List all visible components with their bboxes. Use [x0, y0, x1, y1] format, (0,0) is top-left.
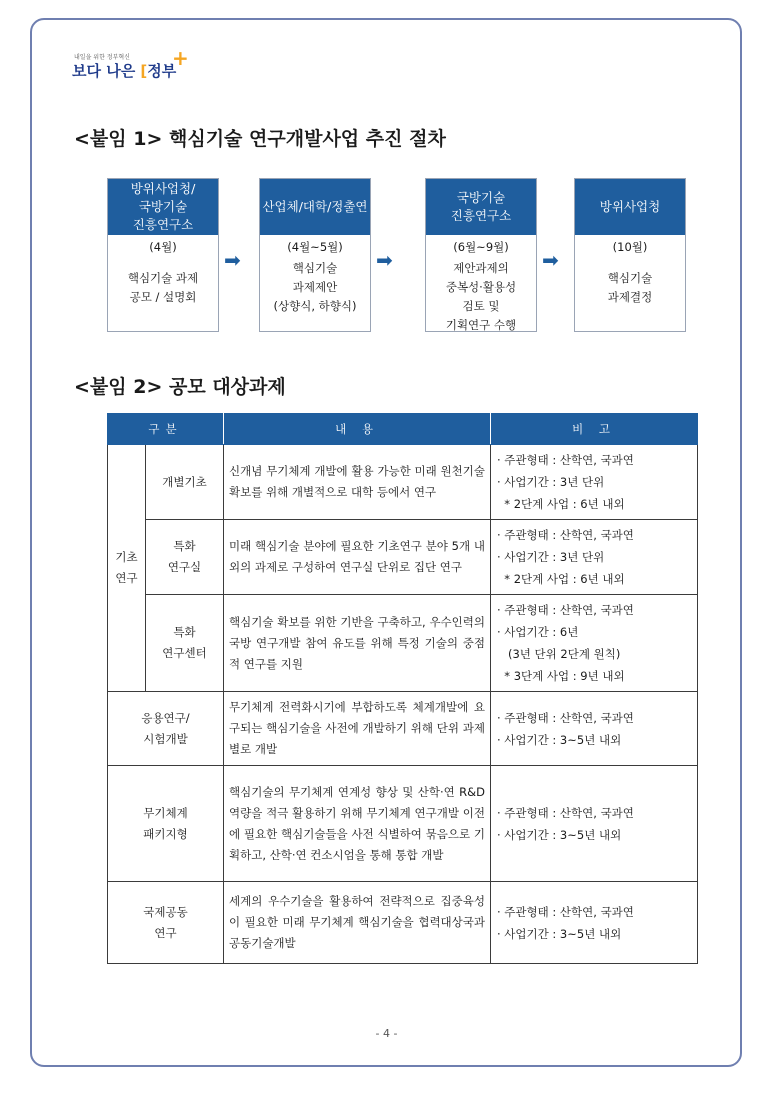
remark-line: · 주관형태 : 산학연, 국과연: [497, 603, 634, 617]
remark-line: * 3단계 사업 : 9년 내외: [497, 669, 625, 683]
remark-line: * 2단계 사업 : 6년 내외: [497, 497, 625, 511]
step-description: 핵심기술 과제제안 (상향식, 하향식): [273, 261, 357, 313]
table-row: [108, 595, 698, 692]
table-row: [108, 766, 698, 882]
remark-line: (3년 단위 2단계 원칙): [497, 647, 621, 661]
logo-tagline: 내일을 위한 정부혁신: [74, 54, 130, 61]
page-number: - 4 -: [375, 1027, 398, 1040]
remarks-cell: [491, 692, 698, 766]
remarks-cell: [491, 445, 698, 520]
flow-arrow-icon: ➡: [376, 248, 393, 272]
content-cell: 신개념 무기체계 개발에 활용 가능한 미래 원천기술 확보를 위해 개별적으로 대학 등에서 연구: [224, 445, 491, 520]
sub-category: 개별기초: [146, 445, 224, 520]
step-agency: 방위사업청: [575, 179, 685, 235]
category: 무기체계 패키지형: [108, 766, 224, 882]
remark-line: · 주관형태 : 산학연, 국과연: [497, 904, 634, 919]
process-step-3: [425, 178, 537, 332]
step-agency: 방위사업청/ 국방기술 진흥연구소: [108, 179, 218, 235]
remark-line: · 주관형태 : 산학연, 국과연: [497, 528, 634, 542]
sub-category: 특화 연구실: [146, 520, 224, 595]
category: 응용연구/ 시험개발: [108, 692, 224, 766]
remark-line: · 사업기간 : 3~5년 내외: [497, 827, 622, 842]
government-logo: [72, 46, 192, 90]
table-row: [108, 445, 698, 520]
remark-line: · 사업기간 : 3년 단위: [497, 475, 605, 489]
logo-text: [72, 60, 176, 81]
step-period: (6월~9월): [453, 240, 509, 254]
step-period: (4월~5월): [287, 240, 343, 254]
content-cell: 핵심기술 확보를 위한 기반을 구축하고, 우수인력의 국방 연구개발 참여 유도를 위해 특정 기술의 중점적 연구를 지원: [224, 595, 491, 692]
step-period: (4월): [149, 240, 177, 254]
step-description: 핵심기술 과제 공모 / 설명회: [127, 271, 199, 304]
logo-text-b: 정부: [147, 62, 177, 80]
section2-title: <붙임 2> 공모 대상과제: [74, 376, 286, 398]
project-table: [107, 413, 698, 964]
content-cell: 미래 핵심기술 분야에 필요한 기초연구 분야 5개 내외의 과제로 구성하여 연구실 단위로 집단 연구: [224, 520, 491, 595]
logo-text-a: 보다 나은: [72, 62, 136, 80]
remark-line: · 주관형태 : 산학연, 국과연: [497, 805, 634, 820]
remarks-cell: [491, 882, 698, 964]
step-agency: 국방기술 진흥연구소: [426, 179, 536, 235]
remark-line: · 주관형태 : 산학연, 국과연: [497, 453, 634, 467]
logo-plus-icon: +: [172, 46, 189, 70]
content-cell: 무기체계 전력화시기에 부합하도록 체계개발에 요구되는 핵심기술을 사전에 개발하기 위해 단위 과제별로 개발: [224, 692, 491, 766]
content-cell: 핵심기술의 무기체계 연계성 향상 및 산학·연 R&D 역량을 적극 활용하기 위해 무기체계 연구개발 이전에 필요한 핵심기술들을 사전 식별하여 묶음으로 기획하고, 산학·연 컨소시엄을 통해 통합 개발: [224, 766, 491, 882]
step-description: 핵심기술 과제결정: [607, 271, 653, 304]
logo-bracket-icon: [: [140, 62, 148, 80]
header-remarks: 비 고: [491, 414, 698, 445]
remark-line: · 사업기간 : 3년 단위: [497, 550, 605, 564]
table-row: [108, 882, 698, 964]
header-category: 구분: [108, 414, 224, 445]
section1-title: <붙임 1> 핵심기술 연구개발사업 추진 절차: [74, 128, 446, 150]
remark-line: · 주관형태 : 산학연, 국과연: [497, 710, 634, 725]
flow-arrow-icon: ➡: [224, 248, 241, 272]
remarks-cell: [491, 595, 698, 692]
process-step-1: [107, 178, 219, 332]
table-header-row: [108, 414, 698, 445]
remark-line: · 사업기간 : 6년: [497, 625, 579, 639]
sub-category: 특화 연구센터: [146, 595, 224, 692]
content-cell: 세계의 우수기술을 활용하여 전략적으로 집중육성이 필요한 미래 무기체계 핵심기술을 협력대상국과 공동기술개발: [224, 882, 491, 964]
category: 국제공동 연구: [108, 882, 224, 964]
group-category: 기초 연구: [108, 445, 146, 692]
remark-line: * 2단계 사업 : 6년 내외: [497, 572, 625, 586]
step-agency: 산업체/대학/정출연: [260, 179, 370, 235]
header-content: 내 용: [224, 414, 491, 445]
remarks-cell: [491, 766, 698, 882]
table-row: [108, 520, 698, 595]
remark-line: · 사업기간 : 3~5년 내외: [497, 732, 622, 747]
step-description: 제안과제의 중복성·활용성 검토 및 기획연구 수행: [445, 261, 517, 332]
process-step-4: [574, 178, 686, 332]
table-row: [108, 692, 698, 766]
flow-arrow-icon: ➡: [542, 248, 559, 272]
remarks-cell: [491, 520, 698, 595]
process-step-2: [259, 178, 371, 332]
remark-line: · 사업기간 : 3~5년 내외: [497, 926, 622, 941]
step-period: (10월): [612, 240, 648, 254]
